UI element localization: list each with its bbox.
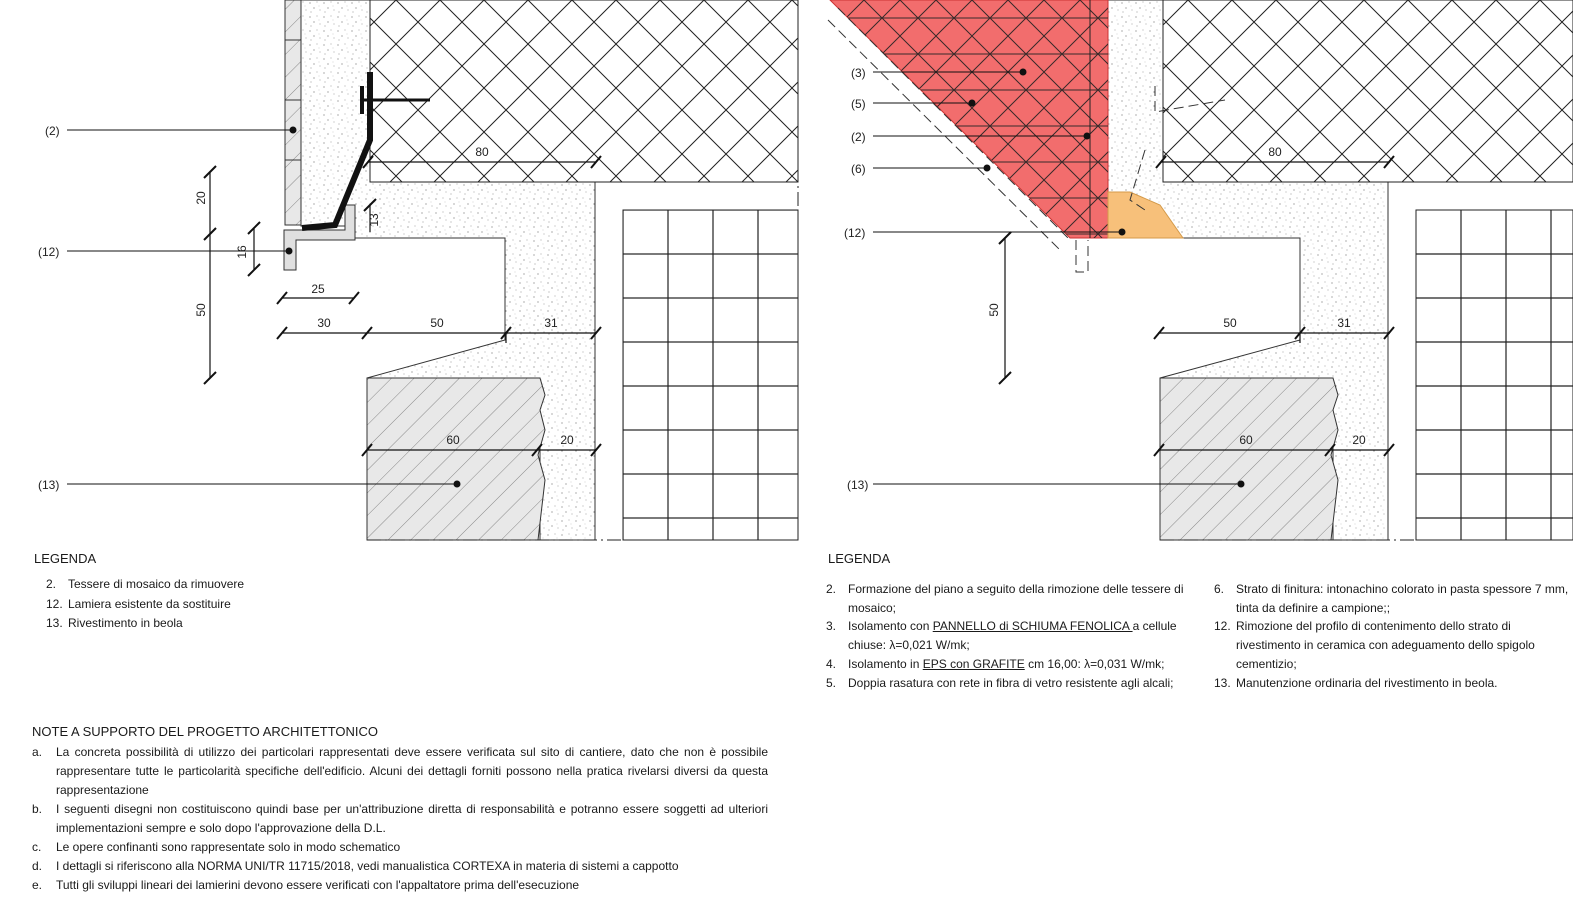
legend-left-list [34, 575, 244, 634]
note-text: I seguenti disegni non costituiscono quindi base per un'attribuzione diretta di responsabilità e potranno essere soggetti ad ulteriori implementazioni sempre e solo dopo l'approvazione della D.L. [56, 802, 768, 835]
callout-right: (6) [851, 162, 866, 176]
note-letter: e. [32, 878, 43, 892]
dim-right: 80 [1268, 145, 1282, 159]
note-item [32, 857, 768, 876]
note-text: Le opere confinanti sono rappresentate solo in modo schematico [56, 840, 401, 854]
legend-item [826, 655, 1206, 674]
legend-num: 13. [1214, 675, 1231, 690]
dim-right: 50 [987, 303, 1001, 317]
callout-left: (12) [38, 245, 60, 259]
notes-list [32, 743, 768, 895]
legend-num: 2. [826, 582, 837, 596]
dim-left: 50 [194, 303, 208, 317]
legend-item [1214, 674, 1569, 693]
legend-text: Manutenzione ordinaria del rivestimento in beola. [1236, 675, 1498, 690]
legend-text-pre: Isolamento in [848, 656, 923, 671]
callout-right: (5) [851, 97, 866, 111]
legend-text: Rivestimento in beola [68, 616, 183, 630]
note-letter: b. [32, 802, 43, 816]
legend-text: Strato di finitura: intonachino colorato in pasta spessore 7 mm, tinta da definire a campione;; [1236, 582, 1569, 615]
legend-num: 3. [826, 619, 837, 634]
note-letter: a. [32, 745, 43, 759]
dim-right: 60 [1239, 433, 1253, 447]
dim-right: 20 [1352, 433, 1366, 447]
legend-text-underlined: EPS con GRAFITE [922, 656, 1025, 671]
dim-left: 80 [475, 145, 489, 159]
legend-item [34, 595, 244, 615]
legend-num: 6. [1214, 582, 1225, 596]
callout-right: (12) [844, 226, 866, 240]
legend-text-underlined: PANNELLO di SCHIUMA FENOLICA [932, 619, 1133, 634]
callout-left: (13) [38, 478, 60, 492]
legend-num: 12. [1214, 619, 1231, 634]
note-text: La concreta possibilità di utilizzo dei particolari rappresentati deve essere verificata sul sito di cantiere, dato che non è possibile rappresentare tutte le particolarità specifiche dell'edificio. Alcuni dei dettagli forniti possono nella pratica rivelarsi diversi da questa rappresentazione [56, 745, 768, 797]
dim-left: 60 [446, 433, 460, 447]
note-text: Tutti gli sviluppi lineari dei lamierini devono essere verificati con l'appaltatore prima dell'esecuzione [56, 878, 580, 892]
legend-text-pre: Isolamento con [848, 619, 933, 634]
legend-item [1214, 580, 1569, 617]
legend-item [34, 575, 244, 595]
legend-text: Tessere di mosaico da rimuovere [68, 577, 245, 591]
dim-left: 20 [194, 191, 208, 205]
note-letter: c. [32, 840, 42, 854]
callout-right: (2) [851, 130, 866, 144]
notes-title: NOTE A SUPPORTO DEL PROGETTO ARCHITETTONICO [32, 724, 379, 739]
dim-right: 50 [1223, 316, 1237, 330]
right-detail [828, 0, 1573, 540]
dim-left: 50 [430, 316, 444, 330]
legend-item [826, 580, 1206, 617]
legend-text: Doppia rasatura con rete in fibra di vetro resistente agli alcali; [848, 675, 1174, 690]
legend-num: 13. [46, 616, 63, 630]
note-item [32, 838, 768, 857]
left-detail [38, 0, 798, 540]
legend-num: 5. [826, 675, 837, 690]
legend-right-col2 [1214, 580, 1569, 692]
callout-right: (3) [851, 66, 866, 80]
callout-right: (13) [847, 478, 869, 492]
legend-text: Lamiera esistente da sostituire [68, 596, 231, 611]
note-text: I dettagli si riferiscono alla NORMA UNI/TR 11715/2018, vedi manualistica CORTEXA in materia di sistemi a cappotto [56, 859, 679, 873]
dim-right: 31 [1337, 316, 1351, 330]
note-item [32, 743, 768, 800]
dim-left: 25 [311, 282, 325, 296]
dim-left: 13 [367, 213, 381, 227]
legend-text: Rimozione del profilo di contenimento dello strato di rivestimento in ceramica con adeguamento dello spigolo cementizio; [1236, 619, 1535, 671]
legend-item [1214, 617, 1569, 673]
note-letter: d. [32, 859, 43, 873]
legend-text: Formazione del piano a seguito della rimozione delle tessere di mosaico; [848, 582, 1184, 615]
note-item [32, 876, 768, 895]
legend-item [34, 614, 244, 634]
legend-right-title: LEGENDA [828, 551, 891, 566]
dim-left: 20 [560, 433, 574, 447]
legend-left-title: LEGENDA [34, 551, 97, 566]
dim-left: 16 [235, 245, 249, 259]
dim-left: 30 [317, 316, 331, 330]
legend-num: 12. [46, 596, 63, 611]
callout-left: (2) [45, 124, 60, 138]
legend-item [826, 617, 1206, 654]
legend-num: 4. [826, 656, 837, 671]
legend-item [826, 674, 1206, 693]
note-item [32, 800, 768, 838]
legend-right-col1 [826, 580, 1206, 692]
dim-left: 31 [544, 316, 558, 330]
legend-text-post: cm 16,00: λ=0,031 W/mk; [1024, 656, 1165, 671]
legend-text-post: a cellule chiuse: λ=0,021 W/mk; [848, 619, 1177, 653]
legend-num: 2. [46, 577, 57, 591]
